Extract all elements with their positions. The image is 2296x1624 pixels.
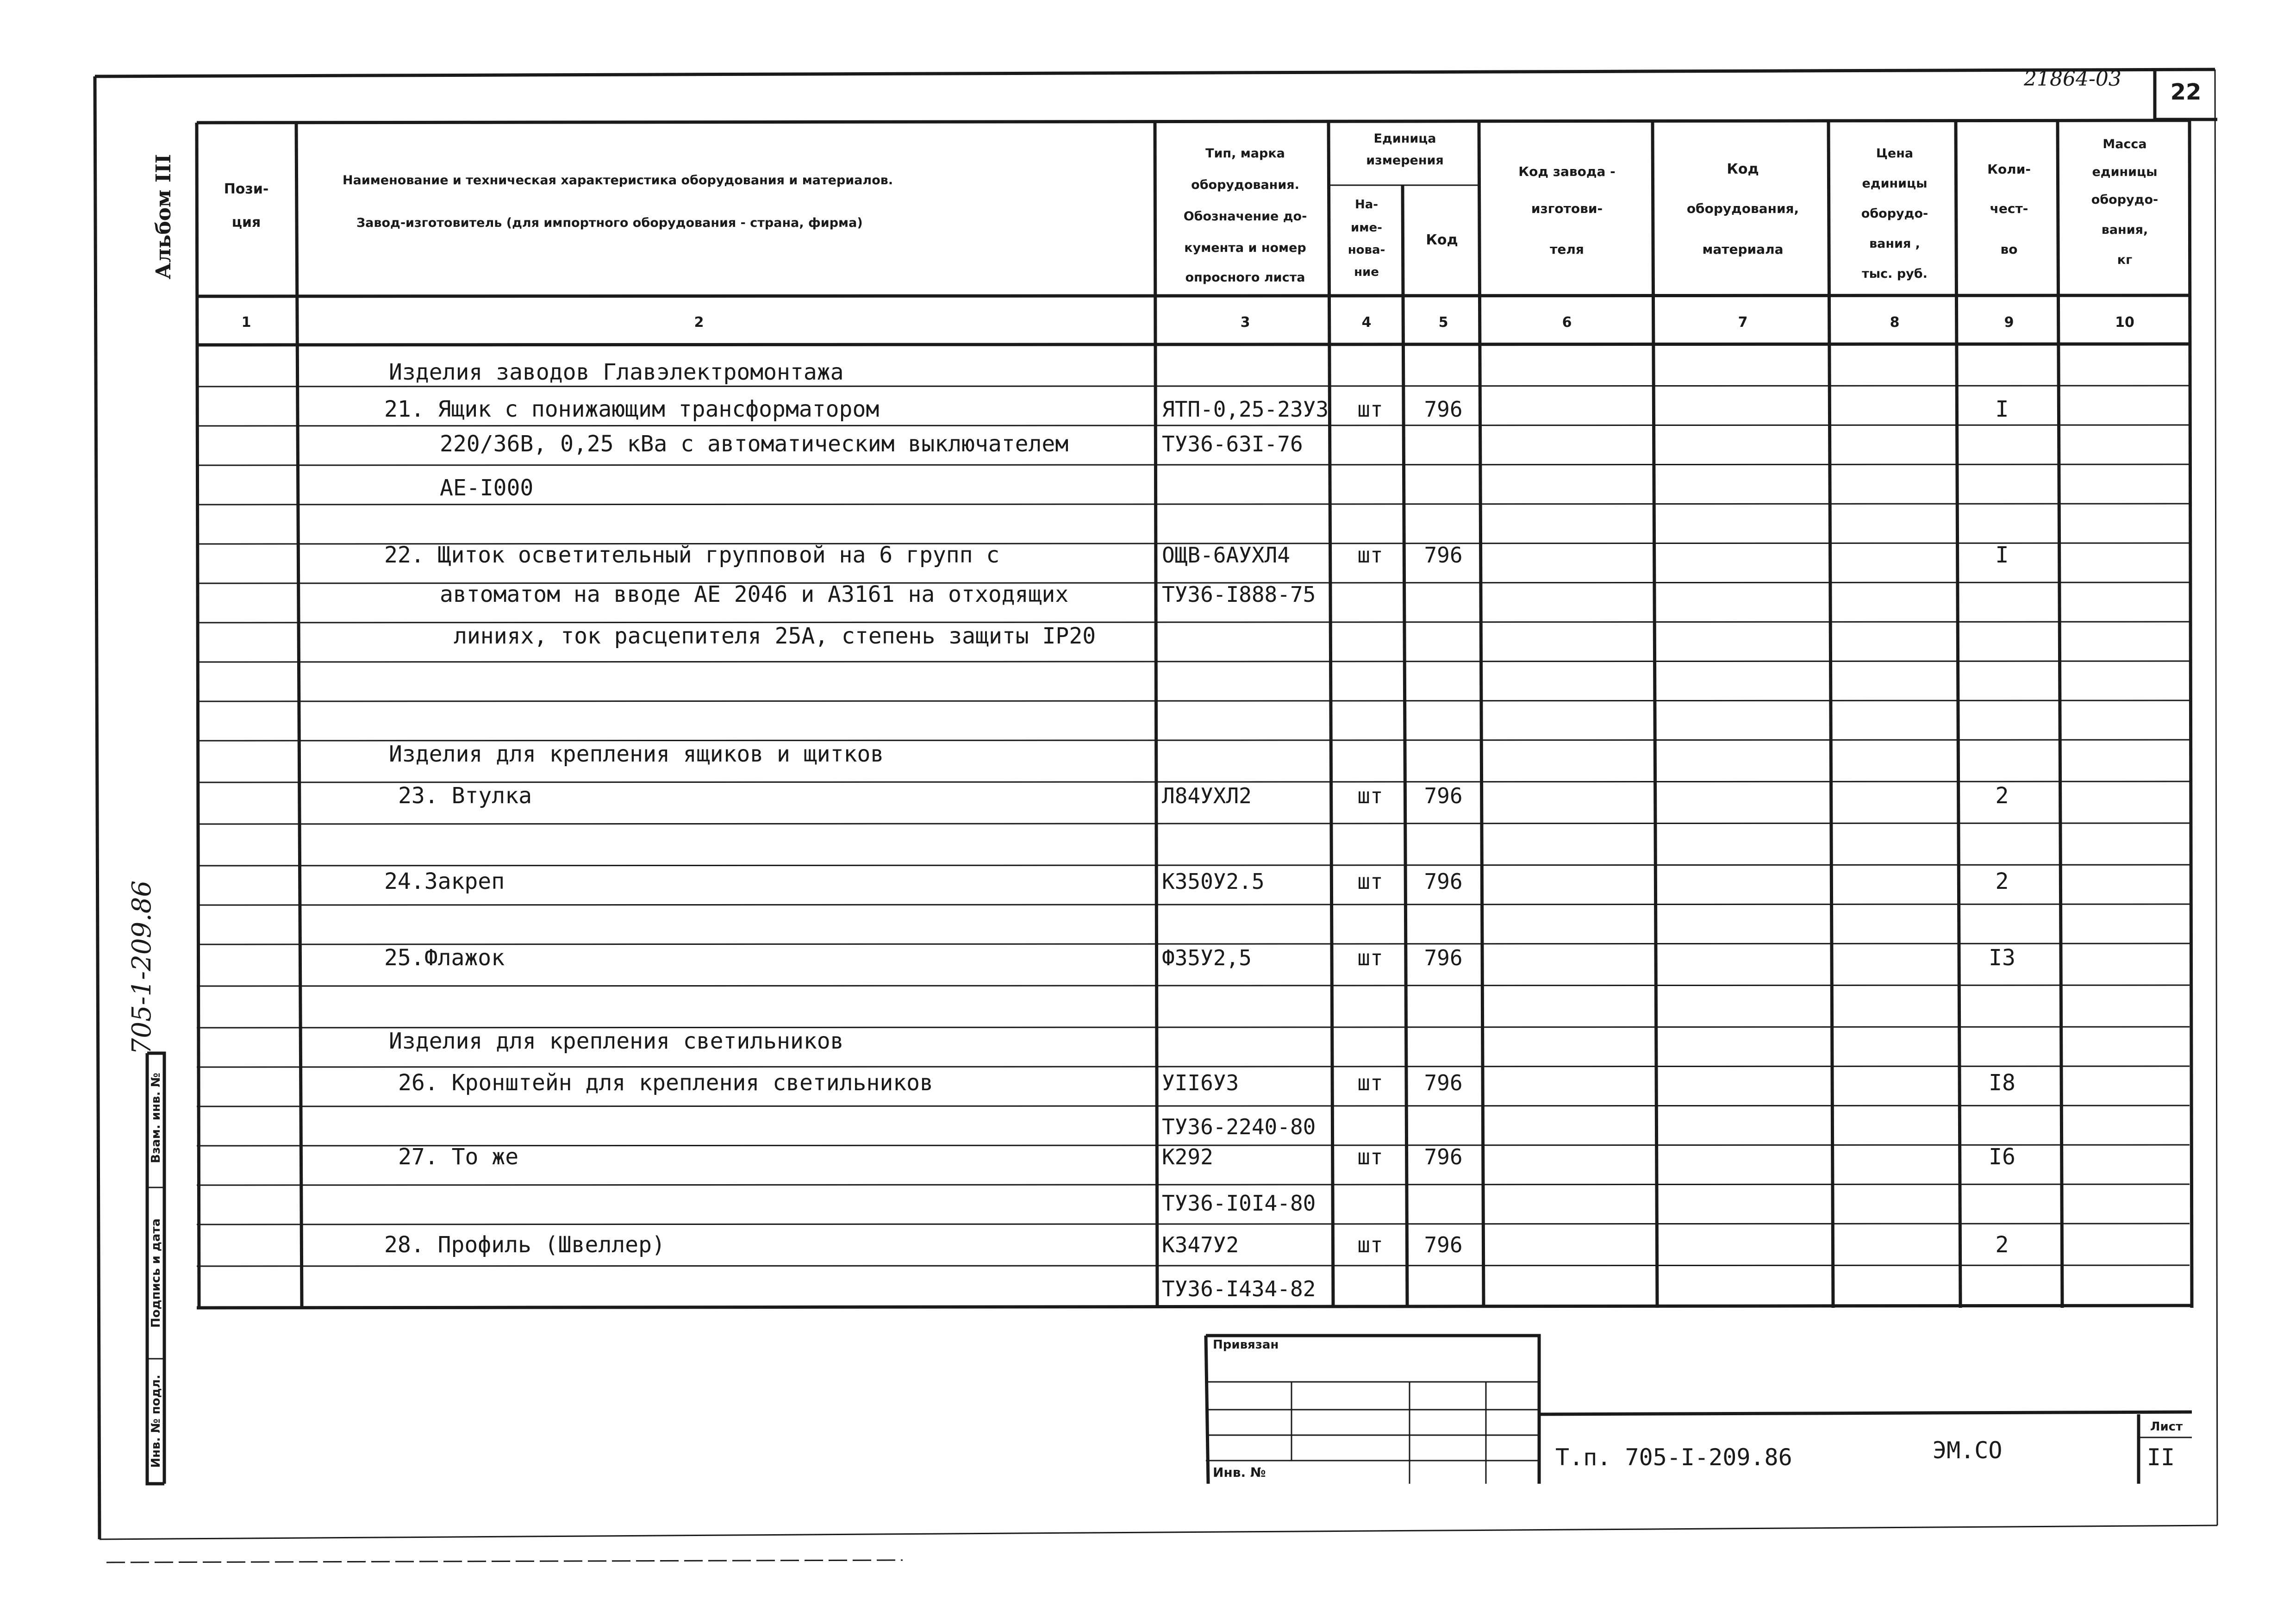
hdr-unit-line1: Единица [1373, 131, 1436, 146]
row-type: Ф35У2,5 [1162, 945, 1252, 970]
row-name: 23. Втулка [398, 783, 532, 809]
row-name: 28. Профиль (Швеллер) [384, 1232, 665, 1258]
project-handwritten: 705-1-209.86 [127, 880, 157, 1055]
bottom-scan-line [106, 1560, 903, 1562]
table-row [389, 741, 884, 767]
row-name: 21. Ящик с понижающим трансформатором [384, 396, 880, 422]
table-row [1162, 1191, 1316, 1216]
row-qty: I [1995, 396, 2009, 422]
hdr-col7-line1: Код [1727, 161, 1759, 177]
colnum-9: 9 [2004, 314, 2014, 331]
row-type: ОЩВ-6АУХЛ4 [1162, 543, 1290, 568]
table-row [440, 431, 1303, 457]
row-code: 796 [1424, 869, 1463, 894]
row-name: Изделия заводов Главэлектромонтажа [389, 359, 844, 385]
row-unit: шт [1357, 945, 1383, 970]
row-name: 26. Кронштейн для крепления светильников [398, 1070, 933, 1096]
table-row [454, 623, 1096, 649]
row-code: 796 [1424, 1070, 1463, 1095]
colnum-7: 7 [1738, 314, 1748, 331]
hdr-col9-line2: чест- [1990, 201, 2028, 216]
table-row [384, 396, 2009, 422]
hdr-col4-line1: На- [1354, 198, 1379, 212]
hdr-col10-line4: вания, [2101, 223, 2148, 237]
row-qty: 2 [1995, 783, 2009, 809]
table-row [398, 1144, 2015, 1170]
sheet-label: Лист [2150, 1420, 2183, 1434]
inv-no-label: Инв. № [1213, 1465, 1266, 1480]
row-unit: шт [1357, 869, 1383, 894]
row-type: К292 [1162, 1144, 1213, 1169]
hdr-col1-line1: Пози- [224, 181, 269, 197]
hdr-col7-line3: материала [1702, 242, 1784, 257]
row-name: Изделия для крепления ящиков и щитков [389, 741, 884, 767]
hdr-col9-line3: во [2000, 242, 2018, 257]
colnum-10: 10 [2115, 314, 2134, 331]
hdr-col8-line2: единицы [1862, 176, 1928, 191]
doc-mark: ЭМ.СО [1933, 1437, 2003, 1464]
row-name: 22. Щиток осветительный групповой на 6 групп с [384, 542, 1000, 568]
hdr-col4-line2: име- [1351, 221, 1382, 235]
top-code: 21864-03 [2024, 67, 2121, 91]
row-type: ЯТП-0,25-23У3 [1162, 397, 1329, 422]
album-label: Альбом III [152, 154, 175, 280]
colnum-2: 2 [694, 314, 704, 331]
row-type: ТУ36-I434-82 [1162, 1276, 1316, 1301]
table-row [384, 1232, 2009, 1258]
row-name: АЕ-I000 [440, 475, 534, 501]
hdr-col10-line1: Масса [2103, 137, 2147, 151]
table-body [384, 359, 2015, 1301]
hdr-col6-line1: Код завода - [1518, 164, 1616, 179]
row-name: Изделия для крепления светильников [389, 1028, 844, 1054]
table-row [389, 359, 844, 385]
row-type: К350У2.5 [1162, 869, 1265, 894]
row-code: 796 [1424, 783, 1463, 808]
table-row [384, 868, 2009, 894]
hdr-col10-line2: единицы [2092, 165, 2158, 179]
hdr-col8-line3: оборудо- [1861, 206, 1928, 221]
hdr-col10-line3: оборудо- [2091, 193, 2159, 207]
table-row [398, 1070, 2015, 1096]
table-header [224, 131, 2159, 331]
hdr-col4-line3: нова- [1348, 243, 1385, 257]
colnum-1: 1 [241, 314, 251, 331]
hdr-col5: Код [1426, 232, 1458, 248]
stamp-inv-podl: Инв. № подл. [149, 1374, 163, 1468]
row-qty: I8 [1989, 1070, 2015, 1096]
hdr-col2-line2: Завод-изготовитель (для импортного оборудования - страна, фирма) [356, 216, 863, 230]
row-type: УII6У3 [1162, 1070, 1239, 1095]
hdr-col3-line3: Обозначение до- [1183, 209, 1307, 224]
row-unit: шт [1357, 1144, 1383, 1169]
row-type: ТУ36-2240-80 [1162, 1114, 1316, 1139]
hdr-col9-line1: Коли- [1987, 162, 2031, 177]
hdr-col4-line4: ние [1354, 265, 1379, 279]
page-number: 22 [2170, 79, 2202, 105]
hdr-col8-line1: Цена [1876, 146, 1914, 161]
colnum-3: 3 [1240, 314, 1250, 331]
table-row [440, 581, 1316, 607]
table-row [1162, 1114, 1316, 1139]
row-qty: 2 [1995, 868, 2009, 894]
table-row [1162, 1276, 1316, 1301]
row-type: ТУ36-I888-75 [1162, 582, 1316, 607]
hdr-col7-line2: оборудования, [1686, 201, 1799, 216]
hdr-col1-line2: ция [231, 214, 261, 231]
colnum-5: 5 [1438, 314, 1448, 331]
hdr-col3-line1: Тип, марка [1205, 146, 1285, 161]
hdr-col3-line2: оборудования. [1191, 178, 1299, 192]
row-name: 24.Закреп [384, 868, 505, 894]
table-row [384, 945, 2015, 971]
stamp-podpis-data: Подпись и дата [149, 1218, 163, 1328]
row-code: 796 [1424, 543, 1463, 568]
colnum-4: 4 [1361, 314, 1372, 331]
row-code: 796 [1424, 1144, 1463, 1169]
row-unit: шт [1357, 397, 1383, 422]
hdr-col2-line1: Наименование и техническая характеристика оборудования и материалов. [343, 173, 893, 187]
row-code: 796 [1424, 945, 1463, 970]
row-qty: 2 [1995, 1232, 2009, 1258]
sheet-number: II [2146, 1444, 2175, 1471]
row-qty: I [1995, 542, 2009, 568]
row-qty: I3 [1989, 945, 2015, 971]
row-unit: шт [1357, 783, 1383, 808]
row-type: ТУ36-I0I4-80 [1162, 1191, 1316, 1216]
stamp-vzam-inv: Взам. инв. № [149, 1073, 163, 1163]
row-name: 25.Флажок [384, 945, 505, 971]
colnum-8: 8 [1890, 314, 1900, 331]
row-type: К347У2 [1162, 1232, 1239, 1257]
row-name: автоматом на вводе АЕ 2046 и А3161 на отходящих [440, 581, 1069, 607]
row-unit: шт [1357, 1070, 1383, 1095]
hdr-col6-line2: изготови- [1531, 201, 1603, 216]
hdr-col3-line4: кумента и номер [1184, 241, 1306, 255]
row-name: 27. То же [398, 1144, 519, 1170]
hdr-col3-line5: опросного листа [1185, 270, 1305, 285]
row-type: ТУ36-63I-76 [1162, 431, 1303, 456]
table-row [398, 783, 2009, 809]
table-row [389, 1028, 844, 1054]
privyazan-label: Привязан [1213, 1338, 1279, 1352]
table-row [384, 542, 2009, 568]
row-unit: шт [1357, 543, 1383, 568]
row-unit: шт [1357, 1232, 1383, 1257]
doc-code: Т.п. 705-I-209.86 [1555, 1444, 1792, 1471]
row-name: 220/36В, 0,25 кВа с автоматическим выключателем [440, 431, 1069, 457]
row-type: Л84УХЛ2 [1162, 783, 1252, 808]
hdr-unit-line2: измерения [1366, 153, 1444, 168]
row-qty: I6 [1989, 1144, 2015, 1170]
row-code: 796 [1424, 397, 1463, 422]
hdr-col10-line5: кг [2117, 253, 2133, 267]
table-row [440, 475, 533, 501]
hdr-col6-line3: теля [1550, 242, 1584, 257]
row-name: линиях, ток расцепителя 25А, степень защиты IP20 [454, 623, 1096, 649]
hdr-col8-line4: вания , [1869, 237, 1920, 251]
row-code: 796 [1424, 1232, 1463, 1257]
hdr-col8-line5: тыс. руб. [1862, 267, 1928, 281]
colnum-6: 6 [1562, 314, 1572, 331]
